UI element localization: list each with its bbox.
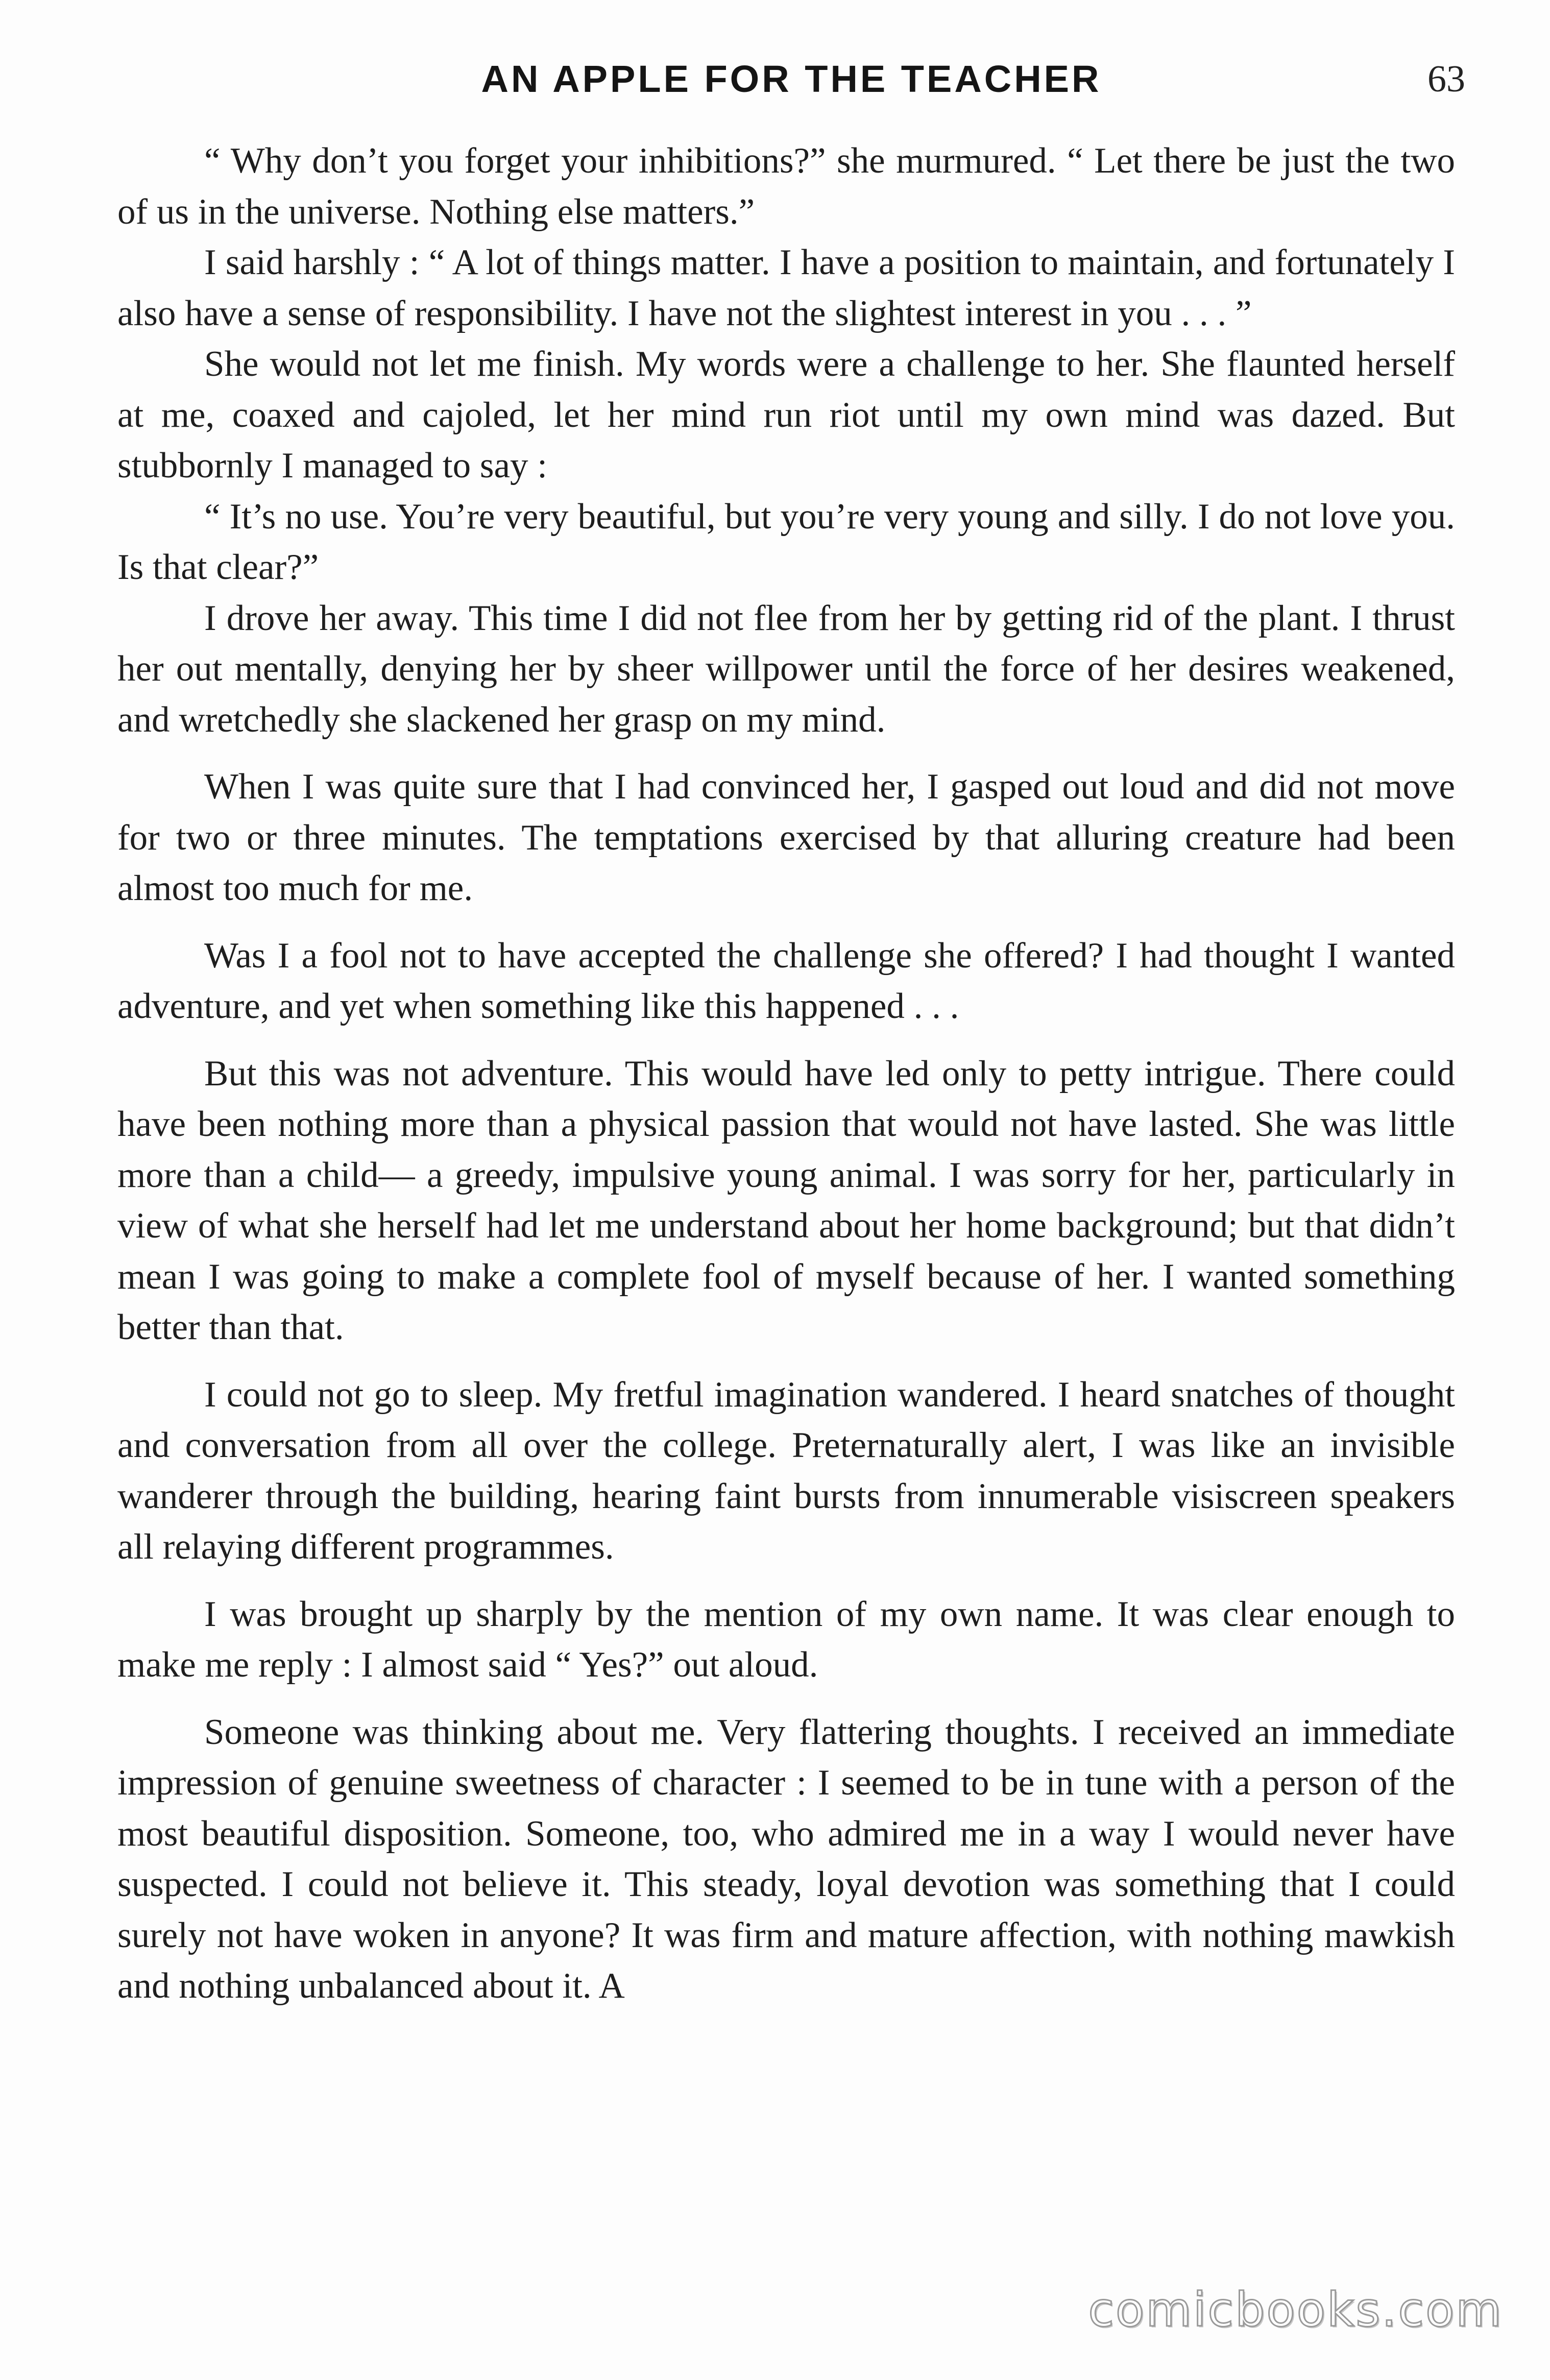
paragraph: I said harshly : “ A lot of things matter. I have a position to maintain, and fortunately I also have a sense of responsibility. I have not the slightest interest in you . . . ” <box>117 242 1455 333</box>
body-text <box>117 136 1455 2012</box>
watermark-logo: comicbooks.com <box>1088 2282 1503 2337</box>
paragraph: But this was not adventure. This would have led only to petty intrigue. There could have been nothing more than a physical passion that would not have lasted. She was little more than a child— a greedy, impulsive young animal. I was sorry for her, particularly in view of what she herself had let me understand about her home background; but that didn’t mean I was going to make a complete fool of myself because of her. I wanted something better than that. <box>117 1053 1455 1347</box>
running-title: AN APPLE FOR THE TEACHER <box>481 58 1102 100</box>
paragraph: Someone was thinking about me. Very flattering thoughts. I received an immediate impression of genuine sweetness of character : I seemed to be in tune with a person of the most beautiful disposition. Someone, too, who admired me in a way I would never have suspected. I could not believe it. This steady, loyal devotion was something that I could surely not have woken in anyone? It was firm and mature affection, with nothing mawkish and nothing unbalanced about it. A <box>117 1712 1455 2006</box>
paragraph: I drove her away. This time I did not flee from her by getting rid of the plant. I thrust her out mentally, denying her by sheer willpower until the force of her desires weakened, and wretchedly she slackened her grasp on my mind. <box>117 598 1455 740</box>
page-number: 63 <box>1427 58 1465 100</box>
paragraph: I could not go to sleep. My fretful imagination wandered. I heard snatches of thought and conversation from all over the college. Preternaturally alert, I was like an invisible wanderer through the building, hearing faint bursts from innumerable visiscreen speakers all relaying different programmes. <box>117 1374 1455 1567</box>
running-head <box>117 51 1465 107</box>
paragraph: When I was quite sure that I had convinced her, I gasped out loud and did not move for two or three minutes. The temptations exercised by that alluring creature had been almost too much for me. <box>117 767 1455 908</box>
paragraph: Was I a fool not to have accepted the challenge she offered? I had thought I wanted adventure, and yet when something like this happened . . . <box>117 935 1455 1026</box>
paragraph: I was brought up sharply by the mention of my own name. It was clear enough to make me reply : I almost said “ Yes?” out aloud. <box>117 1594 1455 1685</box>
paragraph: “ It’s no use. You’re very beautiful, but you’re very young and silly. I do not love you. Is that clear?” <box>117 496 1455 587</box>
paragraph: “ Why don’t you forget your inhibitions?” she murmured. “ Let there be just the two of us in the universe. Nothing else matters.” <box>117 141 1455 232</box>
paragraph: She would not let me finish. My words were a challenge to her. She flaunted herself at me, coaxed and cajoled, let her mind run riot until my own mind was dazed. But stubbornly I managed to say : <box>117 344 1455 485</box>
